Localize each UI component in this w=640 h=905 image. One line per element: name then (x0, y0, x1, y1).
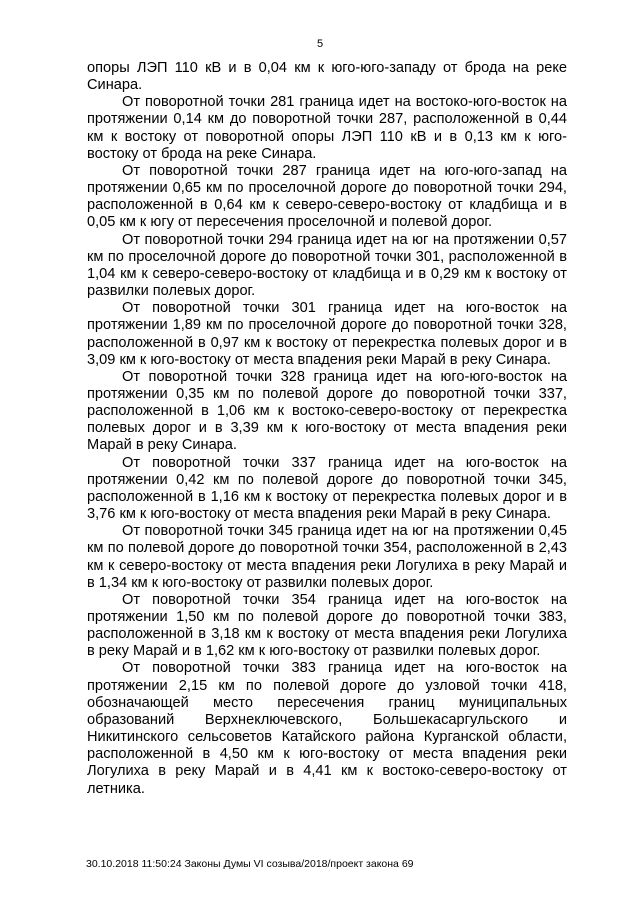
paragraph: От поворотной точки 383 граница идет на юго-восток на протяжении 2,15 км по полевой дороге до узловой точки 418, обозначающей место пересечения границ муниципальных образований Верхнеключевского, Большекасаргульского и Никитинского сельсоветов Катайского района Курганской области, расположенной в 4,50 км к юго-востоку от места впадения реки Логулиха в реку Марай и в 4,41 км к востоко-северо-востоку от летника. (87, 660, 567, 797)
page-number: 5 (316, 38, 324, 50)
document-body (87, 60, 567, 798)
paragraph: От поворотной точки 287 граница идет на юго-юго-запад на протяжении 0,65 км по проселочной дороге до поворотной точки 294, расположенной в 0,64 км к северо-северо-востоку от кладбища и в 0,05 км к югу от пересечения проселочной и полевой дорог. (87, 162, 567, 231)
paragraph-continuation: опоры ЛЭП 110 кВ и в 0,04 км к юго-юго-западу от брода на реке Синара. (87, 60, 567, 94)
paragraph: От поворотной точки 345 граница идет на юг на протяжении 0,45 км по полевой дороге до поворотной точки 354, расположенной в 2,43 км к северо-востоку от места впадения реки Логулиха в реку Марай и в 1,34 км к юго-востоку от развилки полевых дорог. (87, 523, 567, 591)
paragraph: От поворотной точки 354 граница идет на юго-восток на протяжении 1,50 км по полевой дороге до поворотной точки 383, расположенной в 3,18 км к востоку от места впадения реки Логулиха в реку Марай и в 1,62 км к юго-востоку от развилки полевых дорог. (87, 591, 567, 660)
paragraph: От поворотной точки 294 граница идет на юг на протяжении 0,57 км по проселочной дороге до поворотной точки 301, расположенной в 1,04 км к северо-северо-востоку от кладбища и в 0,29 км к востоку от развилки полевых дорог. (87, 231, 567, 300)
paragraph: От поворотной точки 301 граница идет на юго-восток на протяжении 1,89 км по проселочной дороге до поворотной точки 328, расположенной в 0,97 км к востоку от перекрестка полевых дорог и в 3,09 км к юго-востоку от места впадения реки Марай в реку Синара. (87, 300, 567, 368)
paragraph: От поворотной точки 281 граница идет на востоко-юго-восток на протяжении 0,14 км до поворотной точки 287, расположенной в 0,44 км к востоку от поворотной опоры ЛЭП 110 кВ и в 0,13 км к юго-востоку от брода на реке Синара. (87, 94, 567, 162)
document-footer: 30.10.2018 11:50:24 Законы Думы VI созыва/2018/проект закона 69 (86, 858, 414, 870)
paragraph: От поворотной точки 337 граница идет на юго-восток на протяжении 0,42 км по полевой дороге до поворотной точки 345, расположенной в 1,16 км к востоку от перекрестка полевых дорог и в 3,76 км к юго-востоку от места впадения реки Марай в реку Синара. (87, 454, 567, 523)
paragraph: От поворотной точки 328 граница идет на юго-юго-восток на протяжении 0,35 км по полевой дороге до поворотной точки 337, расположенной в 1,06 км к востоко-северо-востоку от перекрестка полевых дорог и в 3,39 км к юго-востоку от места впадения реки Марай в реку Синара. (87, 368, 567, 454)
